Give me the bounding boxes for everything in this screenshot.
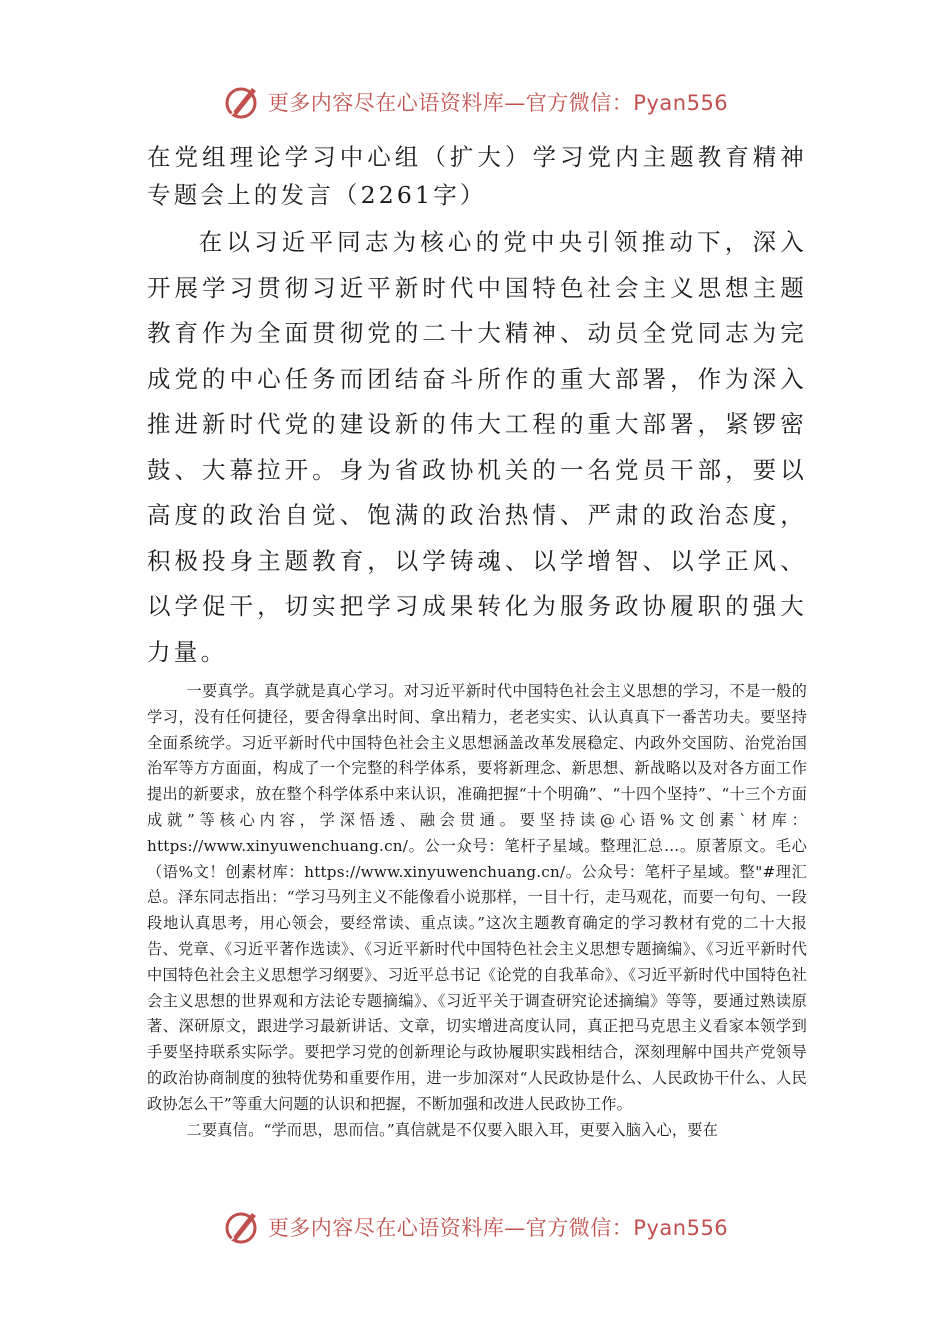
banner-text: 更多内容尽在心语资料库—官方微信：Pyan556 [267,91,729,115]
header-watermark-banner [0,80,950,124]
footer-watermark-banner [0,1205,950,1249]
lead-paragraph: 在以习近平同志为核心的党中央引领推动下，深入开展学习贯彻习近平新时代中国特色社会主义思想主题教育作为全面贯彻党的二十大精神、动员全党同志为完成党的中心任务而团结奋斗所作的重大部署，作为深入推进新时代党的建设新的伟大工程的重大部署，紧锣密鼓、大幕拉开。身为省政协机关的一名党员干部，要以高度的政治自觉、饱满的政治热情、严肃的政治态度，积极投身主题教育，以学铸魂、以学增智、以学正风、以学促干，切实把学习成果转化为服务政协履职的强大力量。 [147,228,807,666]
document-body [147,138,807,1143]
quill-logo-icon [222,82,262,122]
quill-logo-icon [222,1207,262,1247]
body-paragraph-2: 二要真信。“学而思，思而信。”真信就是不仅要入眼入耳，更要入脑入心，要在 [186,1120,719,1139]
banner-text: 更多内容尽在心语资料库—官方微信：Pyan556 [267,1216,729,1240]
document-title: 在党组理论学习中心组（扩大）学习党内主题教育精神专题会上的发言（2261字） [147,143,807,209]
body-paragraph-1: 一要真学。真学就是真心学习。对习近平新时代中国特色社会主义思想的学习，不是一般的学习，没有任何捷径，要舍得拿出时间、拿出精力，老老实实、认认真真下一番苦功夫。要坚持全面系统学。习近平新时代中国特色社会主义思想涵盖改革发展稳定、内政外交国防、治党治国治军等方方面面，构成了一个完整的科学体系，要将新理念、新思想、新战略以及对各方面工作提出的新要求，放在整个科学体系中来认识，准确把握“十个明确”、“十四个坚持”、“十三个方面成就”等核心内容，学深悟透、融会贯通。要坚持读@心语%文创素`材库：https://www.xinyuwenchuang.cn/。公一众号：笔杆子星域。整理汇总…。原著原文。毛心（语%文！创素材库：https://www.xinyuwenchuang.cn/。公众号：笔杆子星域。整"#理汇总。泽东同志指出：“学习马列主义不能像看小说那样，一目十行，走马观花，而要一句句、一段段地认真思考，用心领会，要经常读、重点读。”这次主题教育确定的学习教材有党的二十大报告、党章、《习近平著作选读》、《习近平新时代中国特色社会主义思想专题摘编》、《习近平新时代中国特色社会主义思想学习纲要》、习近平总书记《论党的自我革命》、《习近平新时代中国特色社会主义思想的世界观和方法论专题摘编》、《习近平关于调查研究论述摘编》等等，要通过熟读原著、深研原文，跟进学习最新讲话、文章，切实增进高度认同，真正把马克思主义看家本领学到手要坚持联系实际学。要把学习党的创新理论与政协履职实践相结合，深刻理解中国共产党领导的政治协商制度的独特优势和重要作用，进一步加深对“人民政协是什么、人民政协干什么、人民政协怎么干”等重大问题的认识和把握，不断加强和改进人民政协工作。 [147,682,807,1113]
